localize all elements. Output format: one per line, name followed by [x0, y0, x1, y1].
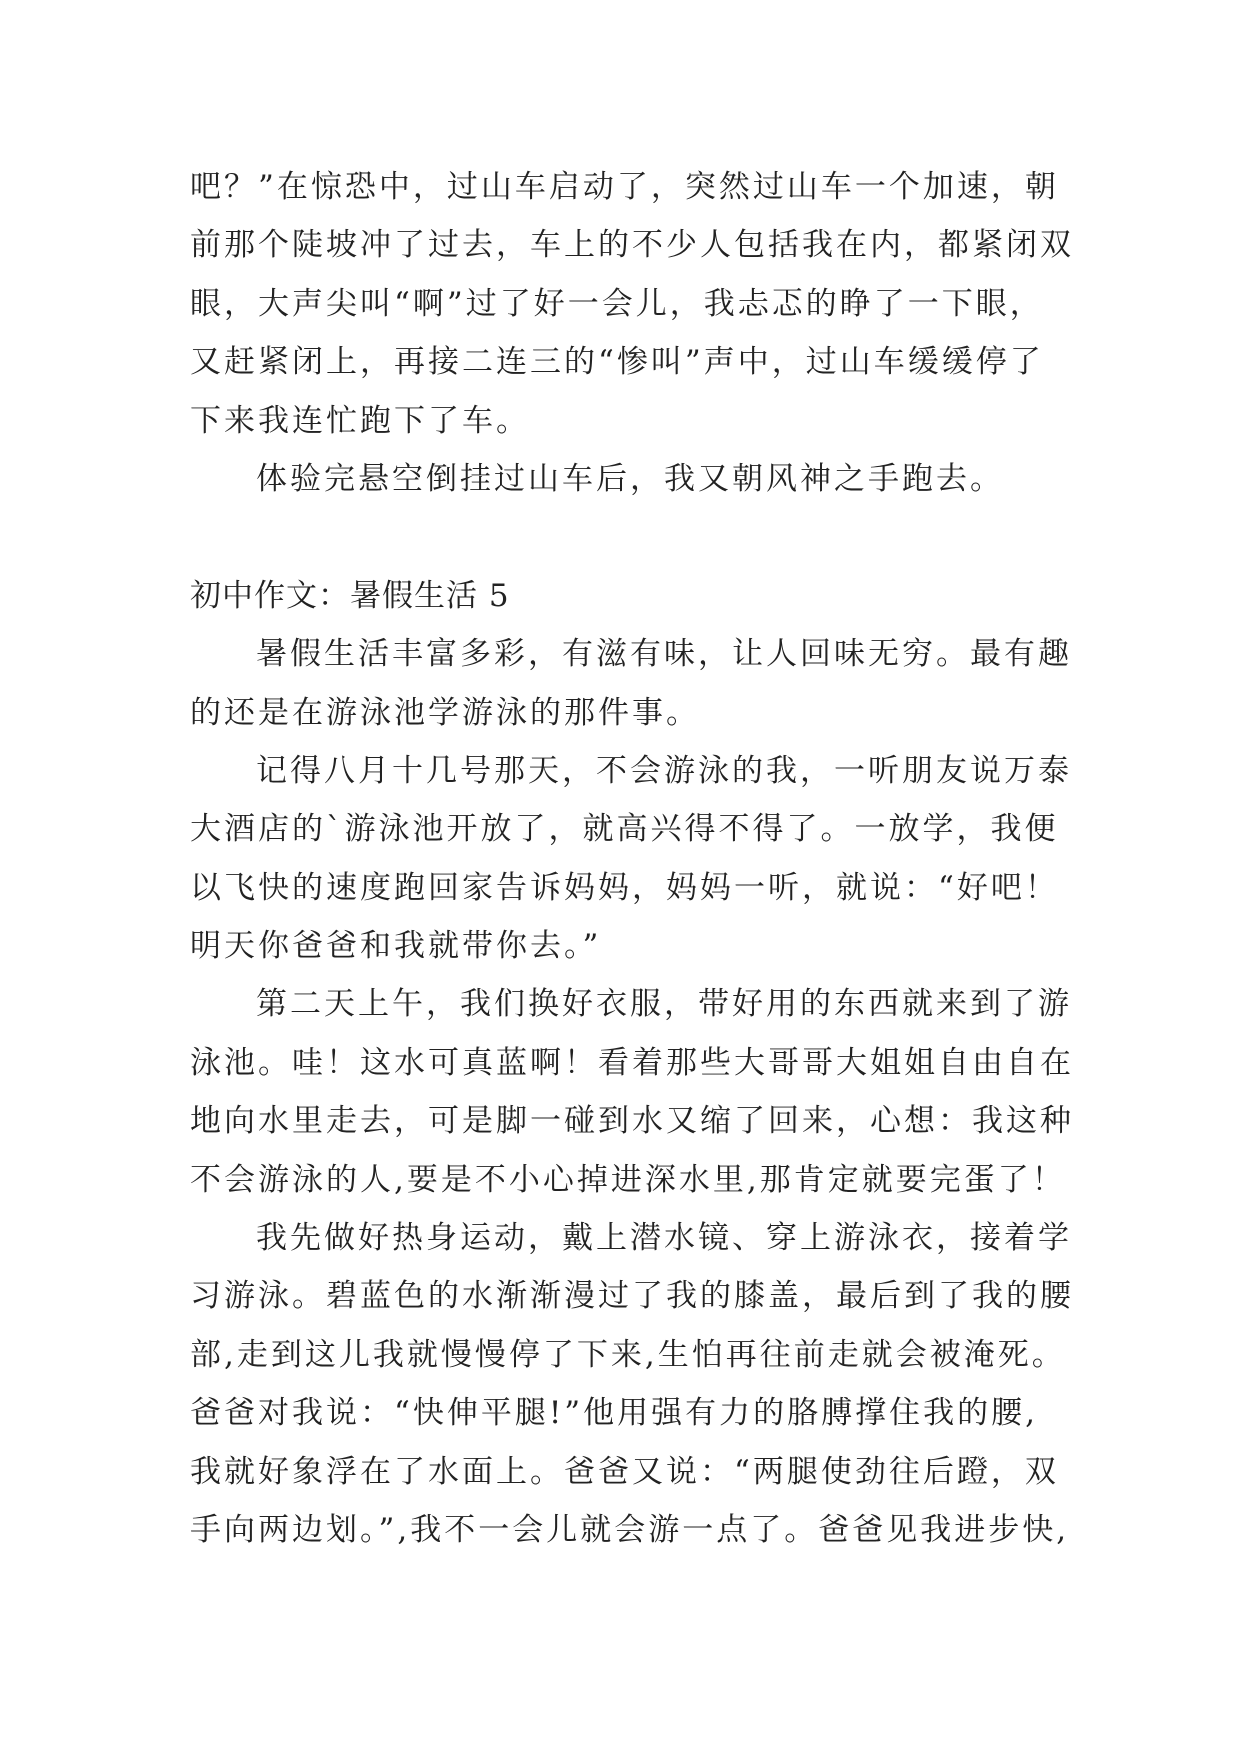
paragraph-intro: [190, 625, 1070, 742]
text-line: 我先做好热身运动，戴上潜水镜、穿上游泳衣，接着学: [256, 1220, 1072, 1257]
text-line: 习游泳。碧蓝色的水渐渐漫过了我的膝盖，最后到了我的腰: [190, 1278, 1074, 1315]
text-line: 部,走到这儿我就慢慢停了下来,生怕再往前走就会被淹死。: [190, 1336, 1066, 1373]
paragraph-next-day: [190, 975, 1074, 1209]
text-line: 不会游泳的人,要是不小心掉进深水里,那肯定就要完蛋了！: [190, 1161, 1066, 1198]
text-line: 爸爸对我说：“快伸平腿!”他用强有力的胳膊撑住我的腰,: [190, 1395, 1039, 1432]
text-line: 明天你爸爸和我就带你去。”: [190, 928, 602, 965]
paragraph-rollercoaster: [190, 158, 1074, 450]
text-line: 暑假生活丰富多彩，有滋有味，让人回味无穷。最有趣: [256, 636, 1072, 673]
essay-heading: 初中作文：暑假生活 5: [190, 577, 510, 614]
blank-line: [190, 508, 1070, 566]
text-line: 我就好象浮在了水面上。爸爸又说：“两腿使劲往后蹬，双: [190, 1453, 1059, 1490]
text-line: 地向水里走去，可是脚一碰到水又缩了回来，心想：我这种: [190, 1103, 1074, 1140]
text-line: 以飞快的速度跑回家告诉妈妈，妈妈一听，就说：“好吧！: [190, 869, 1059, 906]
text-line: 的还是在游泳池学游泳的那件事。: [190, 694, 700, 731]
text-line: 大酒店的`游泳池开放了，就高兴得不得了。一放学，我便: [190, 811, 1059, 848]
text-line: 第二天上午，我们换好衣服，带好用的东西就来到了游: [256, 986, 1072, 1023]
paragraph-wind-god: 体验完悬空倒挂过山车后，我又朝风神之手跑去。: [256, 460, 1004, 497]
paragraph-pool-open: [190, 742, 1070, 976]
text-line: 眼，大声尖叫“啊”过了好一会儿，我忐忑的睁了一下眼，: [190, 285, 1044, 322]
text-line: 手向两边划。”,我不一会儿就会游一点了。爸爸见我进步快,: [190, 1511, 1070, 1548]
text-line: 泳池。哇！这水可真蓝啊！看着那些大哥哥大姐姐自由自在: [190, 1044, 1074, 1081]
text-line: 记得八月十几号那天，不会游泳的我，一听朋友说万泰: [256, 752, 1072, 789]
paragraph-learning: [190, 1209, 1074, 1559]
text-line: 下来我连忙跑下了车。: [190, 402, 530, 439]
document-body: [190, 158, 1074, 1559]
text-line: 前那个陡坡冲了过去，车上的不少人包括我在内，都紧闭双: [190, 227, 1074, 264]
text-line: 又赶紧闭上，再接二连三的“惨叫”声中，过山车缓缓停了: [190, 344, 1044, 381]
text-line: 吧？”在惊恐中，过山车启动了，突然过山车一个加速，朝: [190, 169, 1059, 205]
